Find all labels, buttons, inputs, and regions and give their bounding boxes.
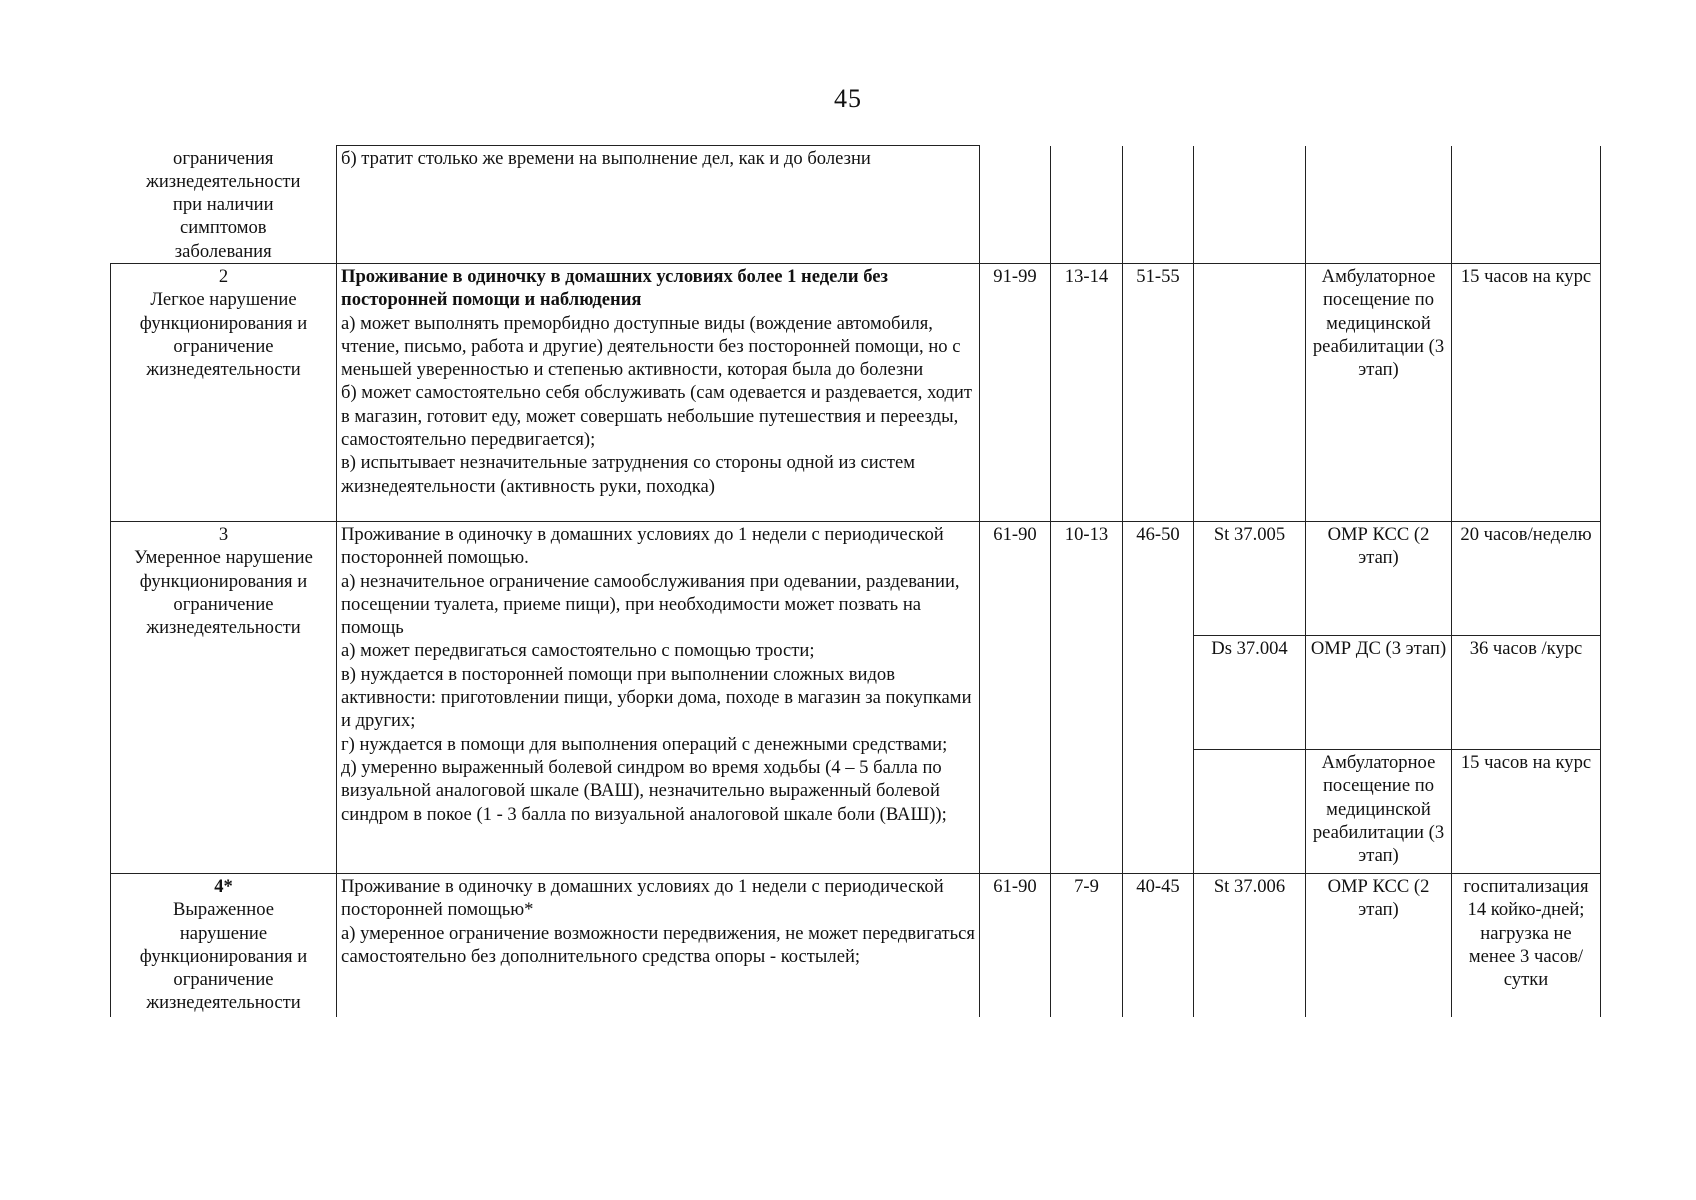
description-line: г) нуждается в помощи для выполнения операций с денежными средствами;	[341, 733, 948, 755]
level-line: ограничение	[173, 593, 274, 615]
score1-cell	[980, 146, 1051, 264]
score3-cell: 46-50	[1123, 521, 1194, 873]
care-cell: Амбулаторное посещение по медицинской реабилитации (3 этап)	[1306, 263, 1452, 521]
level-line: ограничение	[173, 335, 274, 357]
level-line: жизнедеятельности	[146, 617, 301, 639]
description-heading: Проживание в одиночку в домашних условиях более 1 недели без посторонней помощи и наблюдения	[341, 265, 889, 311]
score3-cell	[1123, 146, 1194, 264]
level-line: симптомов	[179, 217, 267, 239]
description-line: а) может выполнять преморбидно доступные виды (вождение автомобиля, чтение, письмо, работа и другие) деятельности без посторонней помощи, но с меньшей уверенностью и степенью активности, которая была до болезни	[341, 312, 961, 381]
level-line: функционирования и	[139, 945, 308, 967]
score2-cell	[1051, 146, 1123, 264]
level-cell	[111, 146, 337, 264]
level-cell	[111, 873, 337, 1017]
score3-cell: 40-45	[1123, 873, 1194, 1017]
duration-cell	[1452, 146, 1601, 264]
level-line: при наличии	[172, 194, 274, 216]
table-row	[111, 873, 1601, 1017]
level-line: Легкое нарушение	[150, 289, 297, 311]
duration-cell: 15 часов на курс	[1452, 263, 1601, 521]
description-line: а) может передвигаться самостоятельно с помощью трости;	[341, 640, 815, 662]
care-cell: Амбулаторное посещение по медицинской реабилитации (3 этап)	[1306, 749, 1452, 873]
duration-cell: госпитализация 14 койко-дней; нагрузка не менее 3 часов/сутки	[1452, 873, 1601, 1017]
description-line: в) испытывает незначительные затруднения со стороны одной из систем жизнедеятельности (активность руки, походка)	[341, 452, 916, 497]
duration-cell: 36 часов /курс	[1452, 635, 1601, 749]
description-line: д) умеренно выраженный болевой синдром во время ходьбы (4 – 5 балла по визуальной аналоговой шкале (ВАШ), незначительно выраженный болевой синдром в покое (1 - 3 балла по визуальной аналоговой шкале боли (ВАШ));	[341, 756, 947, 825]
level-line: нарушение	[179, 922, 268, 944]
score1-cell: 91-99	[980, 263, 1051, 521]
care-cell: ОМР ДС (3 этап)	[1306, 635, 1452, 749]
description-line: а) умеренное ограничение возможности передвижения, не может передвигаться самостоятельно без дополнительного средства опоры - костылей;	[341, 922, 975, 967]
description-line: а) незначительное ограничение самообслуживания при одевании, раздевании, посещении туалета, приеме пищи), при необходимости может позвать на помощь	[341, 570, 960, 639]
level-number: 4*	[214, 875, 233, 897]
score2-cell: 7-9	[1051, 873, 1123, 1017]
description-cell	[337, 873, 980, 1017]
code-cell	[1194, 146, 1306, 264]
level-line: Выраженное	[173, 899, 274, 921]
code-cell	[1194, 263, 1306, 521]
level-cell	[111, 263, 337, 521]
level-line: заболевания	[174, 240, 272, 262]
care-cell	[1306, 146, 1452, 264]
level-line: жизнедеятельности	[146, 359, 301, 381]
table-row	[111, 146, 1601, 264]
score1-cell: 61-90	[980, 873, 1051, 1017]
level-number: 2	[218, 265, 229, 287]
description-line: б) может самостоятельно себя обслуживать (сам одевается и раздевается, ходит в магазин, готовит еду, может совершать небольшие путешествия и переезды, самостоятельно передвигается);	[341, 382, 972, 451]
rehabilitation-table	[110, 145, 1601, 1017]
table-row	[111, 263, 1601, 521]
level-line: функционирования и	[139, 570, 308, 592]
description-line: Проживание в одиночку в домашних условиях до 1 недели с периодической посторонней помощью.	[341, 523, 944, 569]
level-cell	[111, 521, 337, 873]
level-line: жизнедеятельности	[146, 992, 301, 1014]
duration-cell: 15 часов на курс	[1452, 749, 1601, 873]
level-line: Умеренное нарушение	[134, 547, 313, 569]
code-cell: St 37.006	[1194, 873, 1306, 1017]
code-cell: Ds 37.004	[1194, 635, 1306, 749]
score1-cell: 61-90	[980, 521, 1051, 873]
duration-cell: 20 часов/неделю	[1452, 521, 1601, 635]
score3-cell: 51-55	[1123, 263, 1194, 521]
description-cell	[337, 521, 980, 873]
level-line: жизнедеятельности	[145, 170, 301, 192]
care-cell: ОМР КСС (2 этап)	[1306, 521, 1452, 635]
level-number: 3	[218, 523, 229, 545]
description-line: Проживание в одиночку в домашних условиях до 1 недели с периодической посторонней помощью*	[341, 875, 944, 921]
description-cell	[337, 263, 980, 521]
table-row	[111, 521, 1601, 635]
code-cell	[1194, 749, 1306, 873]
score2-cell: 13-14	[1051, 263, 1123, 521]
care-cell: ОМР КСС (2 этап)	[1306, 873, 1452, 1017]
code-cell: St 37.005	[1194, 521, 1306, 635]
level-line: ограничение	[173, 969, 274, 991]
description-line: б) тратит столько же времени на выполнение дел, как и до болезни	[341, 148, 871, 169]
level-line: ограничения	[173, 147, 274, 169]
description-line: в) нуждается в посторонней помощи при выполнении сложных видов активности: приготовлении пищи, уборки дома, походе в магазин за покупками и других;	[341, 663, 972, 732]
level-line: функционирования и	[139, 312, 308, 334]
page-number: 45	[834, 84, 862, 113]
score2-cell: 10-13	[1051, 521, 1123, 873]
description-cell	[337, 146, 980, 264]
